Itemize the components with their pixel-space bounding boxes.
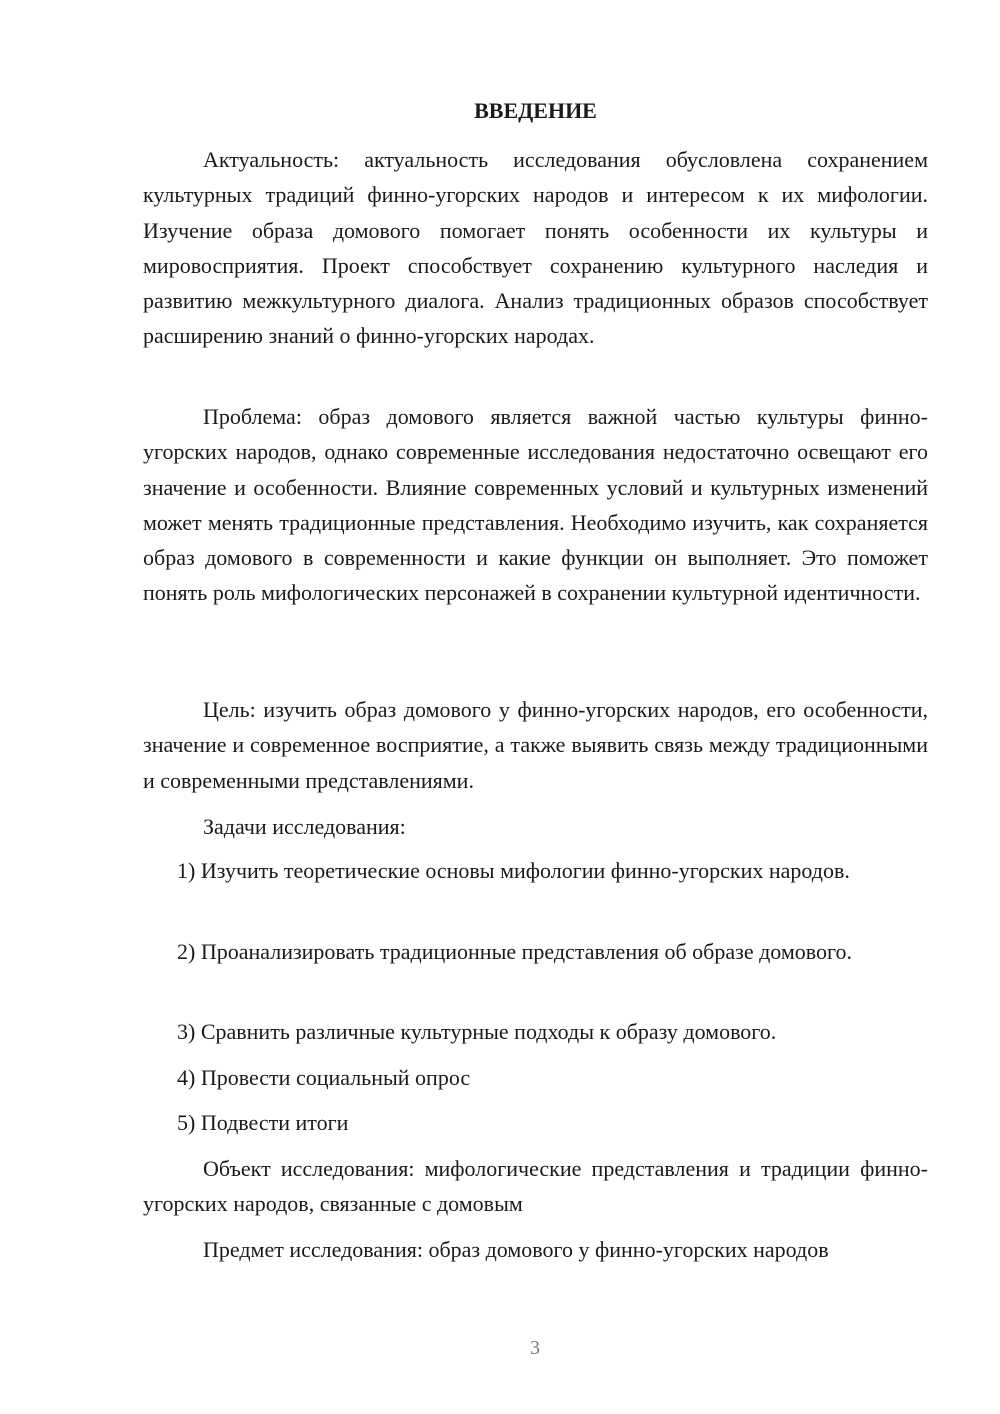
task-item: 5) Подвести итоги: [177, 1110, 349, 1135]
tasks-heading: Задачи исследования:: [203, 814, 406, 839]
problem-paragraph: Проблема: образ домового является важной частью культуры финно-угорских народов, однако современные исследования недостаточно освещают его значение и особенности. Влияние современных условий и культурных изменений может менять традиционные представления. Необходимо изучить, как сохраняется образ домового в современности и какие функции он выполняет. Это поможет понять роль мифологических персонажей в сохранении культурной идентичности.: [143, 404, 928, 606]
page-number: 3: [530, 1337, 540, 1359]
task-item: 3) Сравнить различные культурные подходы к образу домового.: [177, 1019, 777, 1044]
task-item: 4) Провести социальный опрос: [177, 1065, 471, 1090]
relevance-paragraph: Актуальность: актуальность исследования обусловлена сохранением культурных традиций финно-угорских народов и интересом к их мифологии. Изучение образа домового помогает понять особенности их культуры и мировосприятия. Проект способствует сохранению культурного наследия и развитию межкультурного диалога. Анализ традиционных образов способствует расширению знаний о финно-угорских народах.: [143, 147, 928, 349]
task-item: 1) Изучить теоретические основы мифологии финно-угорских народов.: [177, 858, 850, 883]
section-heading: ВВЕДЕНИЕ: [474, 98, 597, 123]
task-item: 2) Проанализировать традиционные представления об образе домового.: [177, 939, 852, 964]
subject-paragraph: Предмет исследования: образ домового у финно-угорских народов: [203, 1237, 829, 1262]
goal-paragraph: Цель: изучить образ домового у финно-угорских народов, его особенности, значение и современное восприятие, а также выявить связь между традиционными и современными представлениями.: [143, 697, 928, 793]
object-paragraph: Объект исследования: мифологические представления и традиции финно-угорских народов, связанные с домовым: [143, 1156, 928, 1217]
